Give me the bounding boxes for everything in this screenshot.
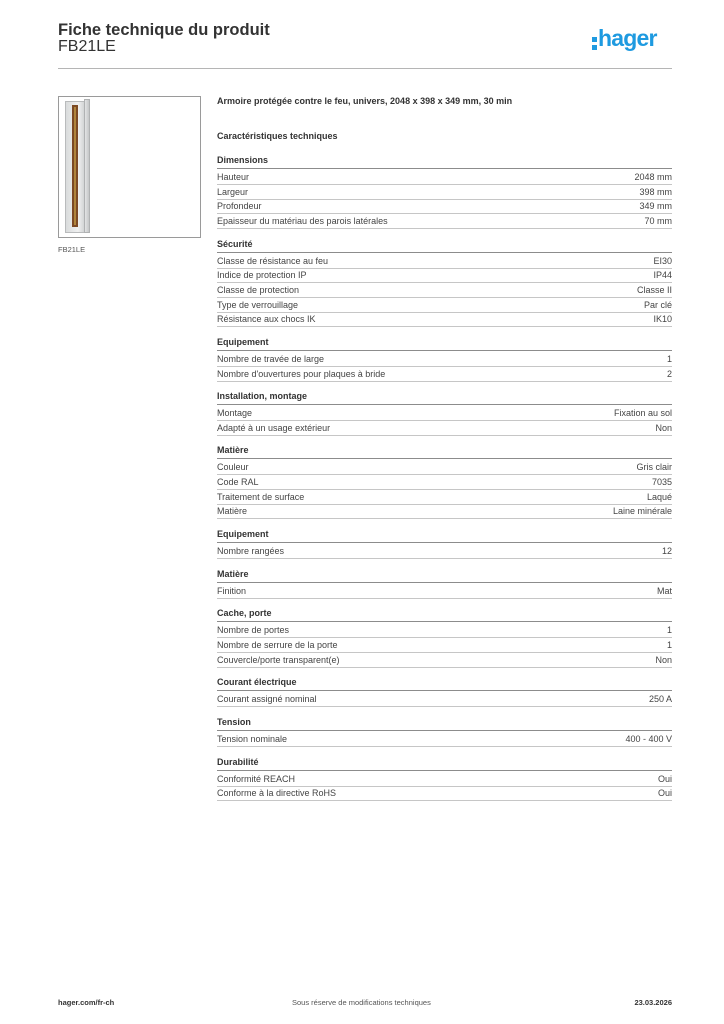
spec-row — [217, 623, 672, 638]
spec-label: Finition — [217, 585, 247, 596]
spec-label: Montage — [217, 408, 253, 419]
product-image-caption: FB21LE — [58, 245, 86, 254]
spec-value: 1 — [666, 640, 672, 650]
spec-value: Gris clair — [636, 462, 672, 473]
logo-dots-icon — [592, 37, 597, 53]
spec-label: Conforme à la directive RoHS — [217, 788, 337, 799]
spec-value: 1 — [666, 625, 672, 636]
footer-disclaimer: Sous réserve de modifications techniques — [292, 998, 431, 1007]
section-heading: Dimensions — [217, 155, 672, 165]
spec-value: 1 — [666, 353, 672, 364]
spec-row — [217, 504, 672, 519]
spec-label: Conformité REACH — [217, 773, 296, 784]
spec-row — [217, 772, 672, 787]
hager-logo — [592, 27, 682, 59]
spec-label: Résistance aux chocs IK — [217, 314, 316, 325]
spec-row — [217, 312, 672, 327]
spec-label: Classe de protection — [217, 284, 300, 295]
spec-label: Nombre de portes — [217, 625, 290, 636]
spec-row — [217, 214, 672, 229]
spec-row — [217, 254, 672, 269]
spec-value: 2048 mm — [634, 172, 672, 182]
spec-row — [217, 421, 672, 436]
spec-row — [217, 638, 672, 653]
spec-value: 7035 — [651, 477, 672, 488]
spec-value: Par clé — [643, 299, 672, 310]
spec-value: 349 mm — [639, 201, 672, 212]
spec-row — [217, 490, 672, 505]
spec-label: Tension nominale — [217, 733, 288, 744]
spec-row — [217, 268, 672, 283]
section-heading: Matière — [217, 445, 672, 455]
section-heading: Equipement — [217, 337, 672, 347]
spec-value: Oui — [657, 788, 672, 799]
spec-label: Courant assigné nominal — [217, 694, 317, 705]
spec-label: Indice de protection IP — [217, 270, 307, 281]
spec-row — [217, 544, 672, 559]
spec-value: IP44 — [653, 270, 672, 281]
spec-label: Matière — [217, 506, 248, 517]
spec-row — [217, 692, 672, 707]
spec-value: Classe II — [636, 284, 672, 295]
logo-text: hager — [598, 25, 657, 51]
spec-row — [217, 460, 672, 475]
spec-label: Traitement de surface — [217, 491, 305, 502]
section-heading: Tension — [217, 717, 672, 727]
spec-value: 398 mm — [639, 186, 672, 197]
spec-row — [217, 352, 672, 367]
section-heading: Durabilité — [217, 757, 672, 767]
footer-date: 23.03.2026 — [634, 998, 672, 1007]
header-divider — [58, 68, 672, 69]
section-heading: Equipement — [217, 529, 672, 539]
spec-label: Nombre rangées — [217, 546, 285, 557]
spec-row — [217, 732, 672, 747]
spec-value: EI30 — [653, 255, 672, 266]
spec-label: Nombre d'ouvertures pour plaques à bride — [217, 368, 386, 379]
spec-value: 70 mm — [644, 215, 672, 226]
section-heading: Courant électrique — [217, 677, 672, 687]
spec-label: Hauteur — [217, 172, 250, 182]
product-description: Armoire protégée contre le feu, univers, 2048 x 398 x 349 mm, 30 min — [217, 96, 513, 106]
spec-row — [217, 584, 672, 599]
spec-label: Epaisseur du matériau des parois latérales — [217, 215, 388, 226]
spec-row — [217, 199, 672, 214]
spec-label: Couvercle/porte transparent(e) — [217, 654, 340, 665]
spec-value: Laine minérale — [612, 506, 672, 517]
spec-value: Non — [655, 422, 672, 433]
spec-value: Laqué — [646, 491, 672, 502]
specs-title: Caractéristiques techniques — [217, 131, 338, 141]
spec-value: Mat — [656, 585, 672, 596]
spec-label: Profondeur — [217, 201, 262, 212]
spec-label: Nombre de travée de large — [217, 353, 325, 364]
product-image — [58, 96, 201, 238]
product-code: FB21LE — [58, 38, 116, 55]
spec-row — [217, 298, 672, 313]
spec-row — [217, 367, 672, 382]
spec-label: Largeur — [217, 186, 249, 197]
cabinet-door-icon — [84, 99, 90, 233]
section-heading: Installation, montage — [217, 391, 672, 401]
spec-label: Type de verrouillage — [217, 299, 299, 310]
footer-website-link[interactable]: hager.com/fr-ch — [58, 998, 115, 1007]
spec-label: Adapté à un usage extérieur — [217, 422, 331, 433]
spec-row — [217, 170, 672, 185]
spec-row — [217, 283, 672, 298]
section-heading: Matière — [217, 569, 672, 579]
spec-row — [217, 653, 672, 668]
section-heading: Cache, porte — [217, 608, 672, 618]
spec-row — [217, 406, 672, 421]
spec-row — [217, 475, 672, 490]
spec-label: Nombre de serrure de la porte — [217, 640, 338, 650]
section-heading: Sécurité — [217, 239, 672, 249]
spec-label: Couleur — [217, 462, 249, 473]
page-title: Fiche technique du produit — [58, 21, 270, 39]
cabinet-interior-highlight-icon — [74, 107, 76, 225]
spec-value: 12 — [661, 546, 672, 557]
spec-value: Non — [655, 654, 672, 665]
spec-value: 2 — [666, 368, 672, 379]
spec-label: Code RAL — [217, 477, 259, 488]
spec-value: 250 A — [648, 694, 672, 705]
spec-row — [217, 185, 672, 200]
spec-value: Fixation au sol — [613, 408, 672, 419]
spec-row — [217, 786, 672, 801]
spec-label: Classe de résistance au feu — [217, 255, 329, 266]
spec-value: IK10 — [653, 314, 672, 325]
spec-value: Oui — [657, 773, 672, 784]
spec-value: 400 - 400 V — [625, 733, 672, 744]
